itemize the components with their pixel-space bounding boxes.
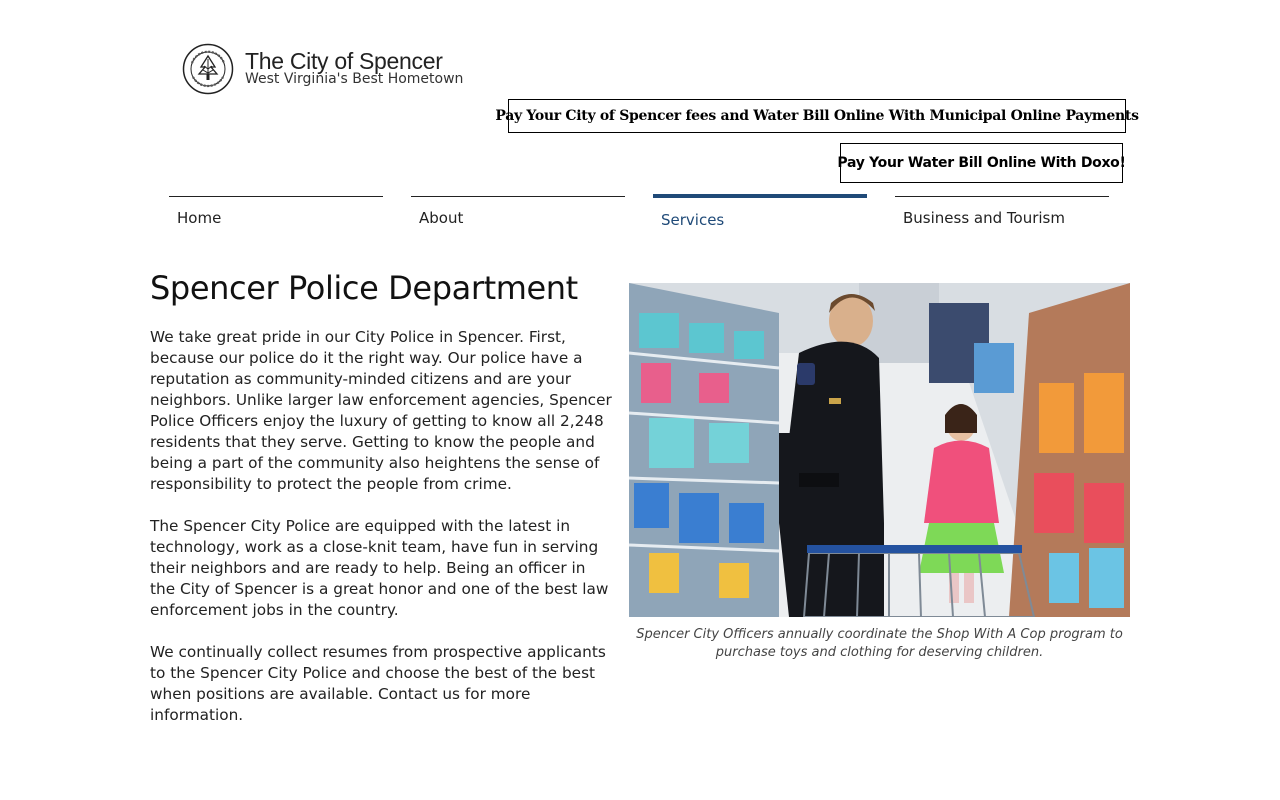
page-title: Spencer Police Department: [150, 269, 578, 307]
municipal-payments-button[interactable]: Pay Your City of Spencer fees and Water Bill Online With Municipal Online Payments: [508, 99, 1126, 133]
nav-item-label: About: [419, 209, 464, 227]
nav-item-about[interactable]: [411, 196, 625, 237]
equipment-paragraph: The Spencer City Police are equipped with the latest in technology, work as a close-knit team, have fun in serving their neighbors and are ready to help. Being an officer in the City of Spencer is a great honor and one of the best law enforcement jobs in the country.: [150, 517, 609, 619]
shop-with-a-cop-photo[interactable]: [629, 283, 1130, 617]
nav-item-home[interactable]: [169, 196, 383, 237]
photo-caption: Spencer City Officers annually coordinate the Shop With A Cop program to purchase toys and clothing for deserving children.: [636, 627, 1123, 660]
site-title[interactable]: The City of Spencer: [245, 48, 443, 74]
recruitment-paragraph: We continually collect resumes from prospective applicants to the Spencer City Police and choose the best of the best when positions are available. Contact us for more information.: [150, 643, 606, 724]
site-tagline: West Virginia's Best Hometown: [245, 71, 464, 87]
nav-item-business-tourism[interactable]: [895, 196, 1109, 237]
nav-item-label: Services: [661, 211, 725, 229]
doxo-payment-button[interactable]: Pay Your Water Bill Online With Doxo!: [840, 143, 1123, 183]
intro-paragraph: We take great pride in our City Police in Spencer. First, because our police do it the right way. Our police have a reputation as community-minded citizens and are your neighbors. Unlike larger law enforcement agencies, Spencer Police Officers enjoy the luxury of getting to know all 2,248 residents that they serve. Getting to know the people and being a part of the community also heightens the sense of responsibility to protect the people from crime.: [150, 328, 612, 493]
city-seal-icon: [182, 43, 234, 95]
nav-item-label: Business and Tourism: [903, 209, 1065, 227]
main-nav: [169, 196, 1109, 236]
city-seal-logo[interactable]: [182, 43, 234, 95]
nav-item-label: Home: [177, 209, 222, 227]
nav-item-services[interactable]: [653, 194, 867, 238]
